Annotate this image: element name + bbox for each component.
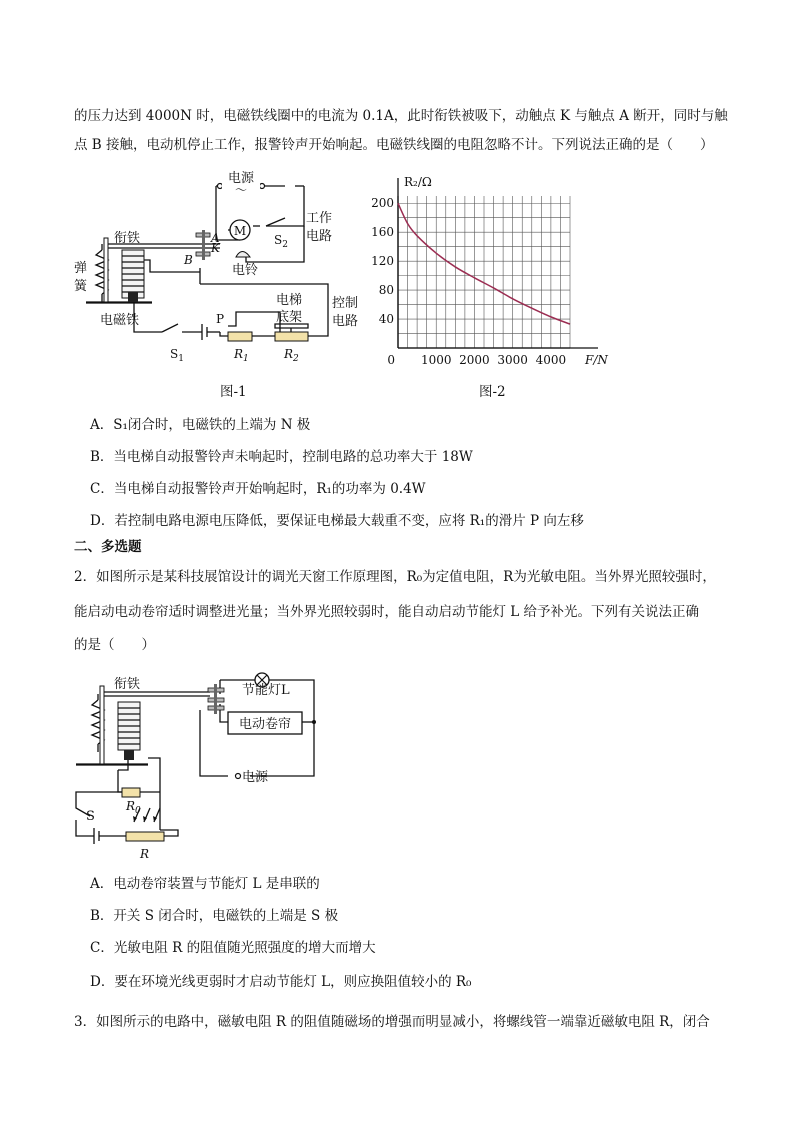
fig1-slider-p: P — [216, 312, 225, 326]
fig1-work-label-1: 工作 — [306, 211, 333, 226]
chart-x-tick-label: 0 — [387, 353, 395, 367]
q2-stem-line-1: 2．如图所示是某科技展馆设计的调光天窗工作原理图，R₀为定值电阻，R为光敏电阻。当外界光照较强时， — [74, 569, 716, 585]
fig1-bell-label: 电铃 — [232, 263, 259, 278]
q2-option-c[interactable]: C．光敏电阻 R 的阻值随光照强度的增大而增大 — [90, 940, 376, 956]
q1-option-c[interactable]: C．当电梯自动报警铃声开始响起时，R₁的功率为 0.4W — [90, 481, 426, 497]
q1-figure-2-chart — [370, 172, 620, 372]
fig3-lamp-label: 节能灯L — [242, 683, 290, 698]
fig1-caption: 图-1 — [220, 384, 247, 400]
q1-stem-line-2: 点 B 接触，电动机停止工作，报警铃声开始响起。电磁铁线圈的电阻忽略不计。下列说法正确的是（ ） — [74, 137, 714, 153]
fig1-ac-symbol: ～ — [234, 183, 248, 197]
fig1-control-label-1: 控制 — [332, 296, 359, 311]
chart-x-tick-label: 3000 — [497, 353, 528, 367]
fig1-motor-label: M — [233, 224, 247, 238]
chart-y-tick-label: 80 — [378, 283, 394, 298]
fig3-r-label: R — [140, 847, 150, 861]
q1-option-d[interactable]: D．若控制电路电源电压降低，要保证电梯最大载重不变，应将 R₁的滑片 P 向左移 — [90, 513, 584, 529]
fig1-work-label-2: 电路 — [306, 229, 333, 244]
q1-figure-1-circuit — [70, 172, 370, 372]
fig1-base-label-2: 底架 — [276, 310, 303, 325]
fig1-contact-b: B — [184, 253, 193, 267]
fig1-control-label-2: 电路 — [332, 314, 359, 329]
fig1-base-label-1: 电梯 — [276, 293, 303, 308]
chart-x-tick-label: 4000 — [535, 353, 567, 367]
chart-x-tick-label: 2000 — [459, 353, 490, 367]
fig1-contact-k: K — [211, 241, 220, 255]
section-heading-multiple-choice: 二、多选题 — [74, 539, 142, 555]
fig3-power-label: 电源 — [242, 770, 269, 785]
q2-stem-line-2: 能启动电动卷帘适时调整进光量；当外界光照较弱时，能自动启动节能灯 L 给予补光。下列有关说法正确 — [74, 604, 700, 620]
fig3-armature-label: 衔铁 — [114, 677, 141, 692]
q2-option-b[interactable]: B．开关 S 闭合时，电磁铁的上端是 S 极 — [90, 908, 339, 924]
q1-stem-line-1: 的压力达到 4000N 时，电磁铁线圈中的电流为 0.1A，此时衔铁被吸下，动触点 K 与触点 A 断开，同时与触 — [74, 108, 728, 124]
fig3-curtain-label: 电动卷帘 — [238, 717, 292, 732]
fig1-power-label: 电源 — [227, 171, 255, 186]
chart-x-axis-label: F/N — [585, 353, 608, 367]
fig3-switch-s: S — [86, 809, 95, 824]
q1-option-a[interactable]: A．S₁闭合时，电磁铁的上端为 N 极 — [90, 417, 311, 433]
chart-y-tick-label: 40 — [378, 312, 394, 327]
q2-option-a[interactable]: A．电动卷帘装置与节能灯 L 是串联的 — [90, 876, 320, 892]
fig1-switch-s1: $S_1$ — [170, 347, 184, 364]
fig1-r1-label: $R_1$ — [234, 347, 249, 364]
fig1-armature-label: 衔铁 — [114, 231, 141, 246]
fig1-r2-label: $R_2$ — [284, 347, 299, 364]
q3-stem-line-1: 3．如图所示的电路中，磁敏电阻 R 的阻值随磁场的增强而明显减小，将螺线管一端靠近磁敏电阻 R，闭合 — [74, 1014, 710, 1030]
fig1-spring-label-1: 弹 — [74, 261, 88, 276]
fig1-switch-s2: $S_2$ — [274, 233, 288, 250]
fig3-r0-label: $R_0$ — [126, 799, 141, 816]
fig2-caption: 图-2 — [479, 384, 506, 400]
chart-x-tick-label: 1000 — [420, 353, 452, 367]
chart-y-axis-label: R₂/Ω — [404, 175, 432, 189]
fig1-contact-a: A — [211, 231, 220, 245]
chart-y-tick-label: 160 — [371, 225, 394, 240]
q1-option-b[interactable]: B．当电梯自动报警铃声未响起时，控制电路的总功率大于 18W — [90, 449, 473, 465]
fig1-spring-label-2: 簧 — [74, 279, 88, 294]
q2-stem-line-3: 的是（ ） — [74, 637, 155, 653]
q2-option-d[interactable]: D．要在环境光线更弱时才启动节能灯 L，则应换阻值较小的 R₀ — [90, 974, 472, 990]
chart-y-tick-label: 120 — [371, 254, 394, 269]
q2-figure-circuit — [70, 660, 330, 860]
chart-y-tick-label: 200 — [371, 196, 394, 211]
fig1-electromagnet-label: 电磁铁 — [100, 313, 140, 328]
